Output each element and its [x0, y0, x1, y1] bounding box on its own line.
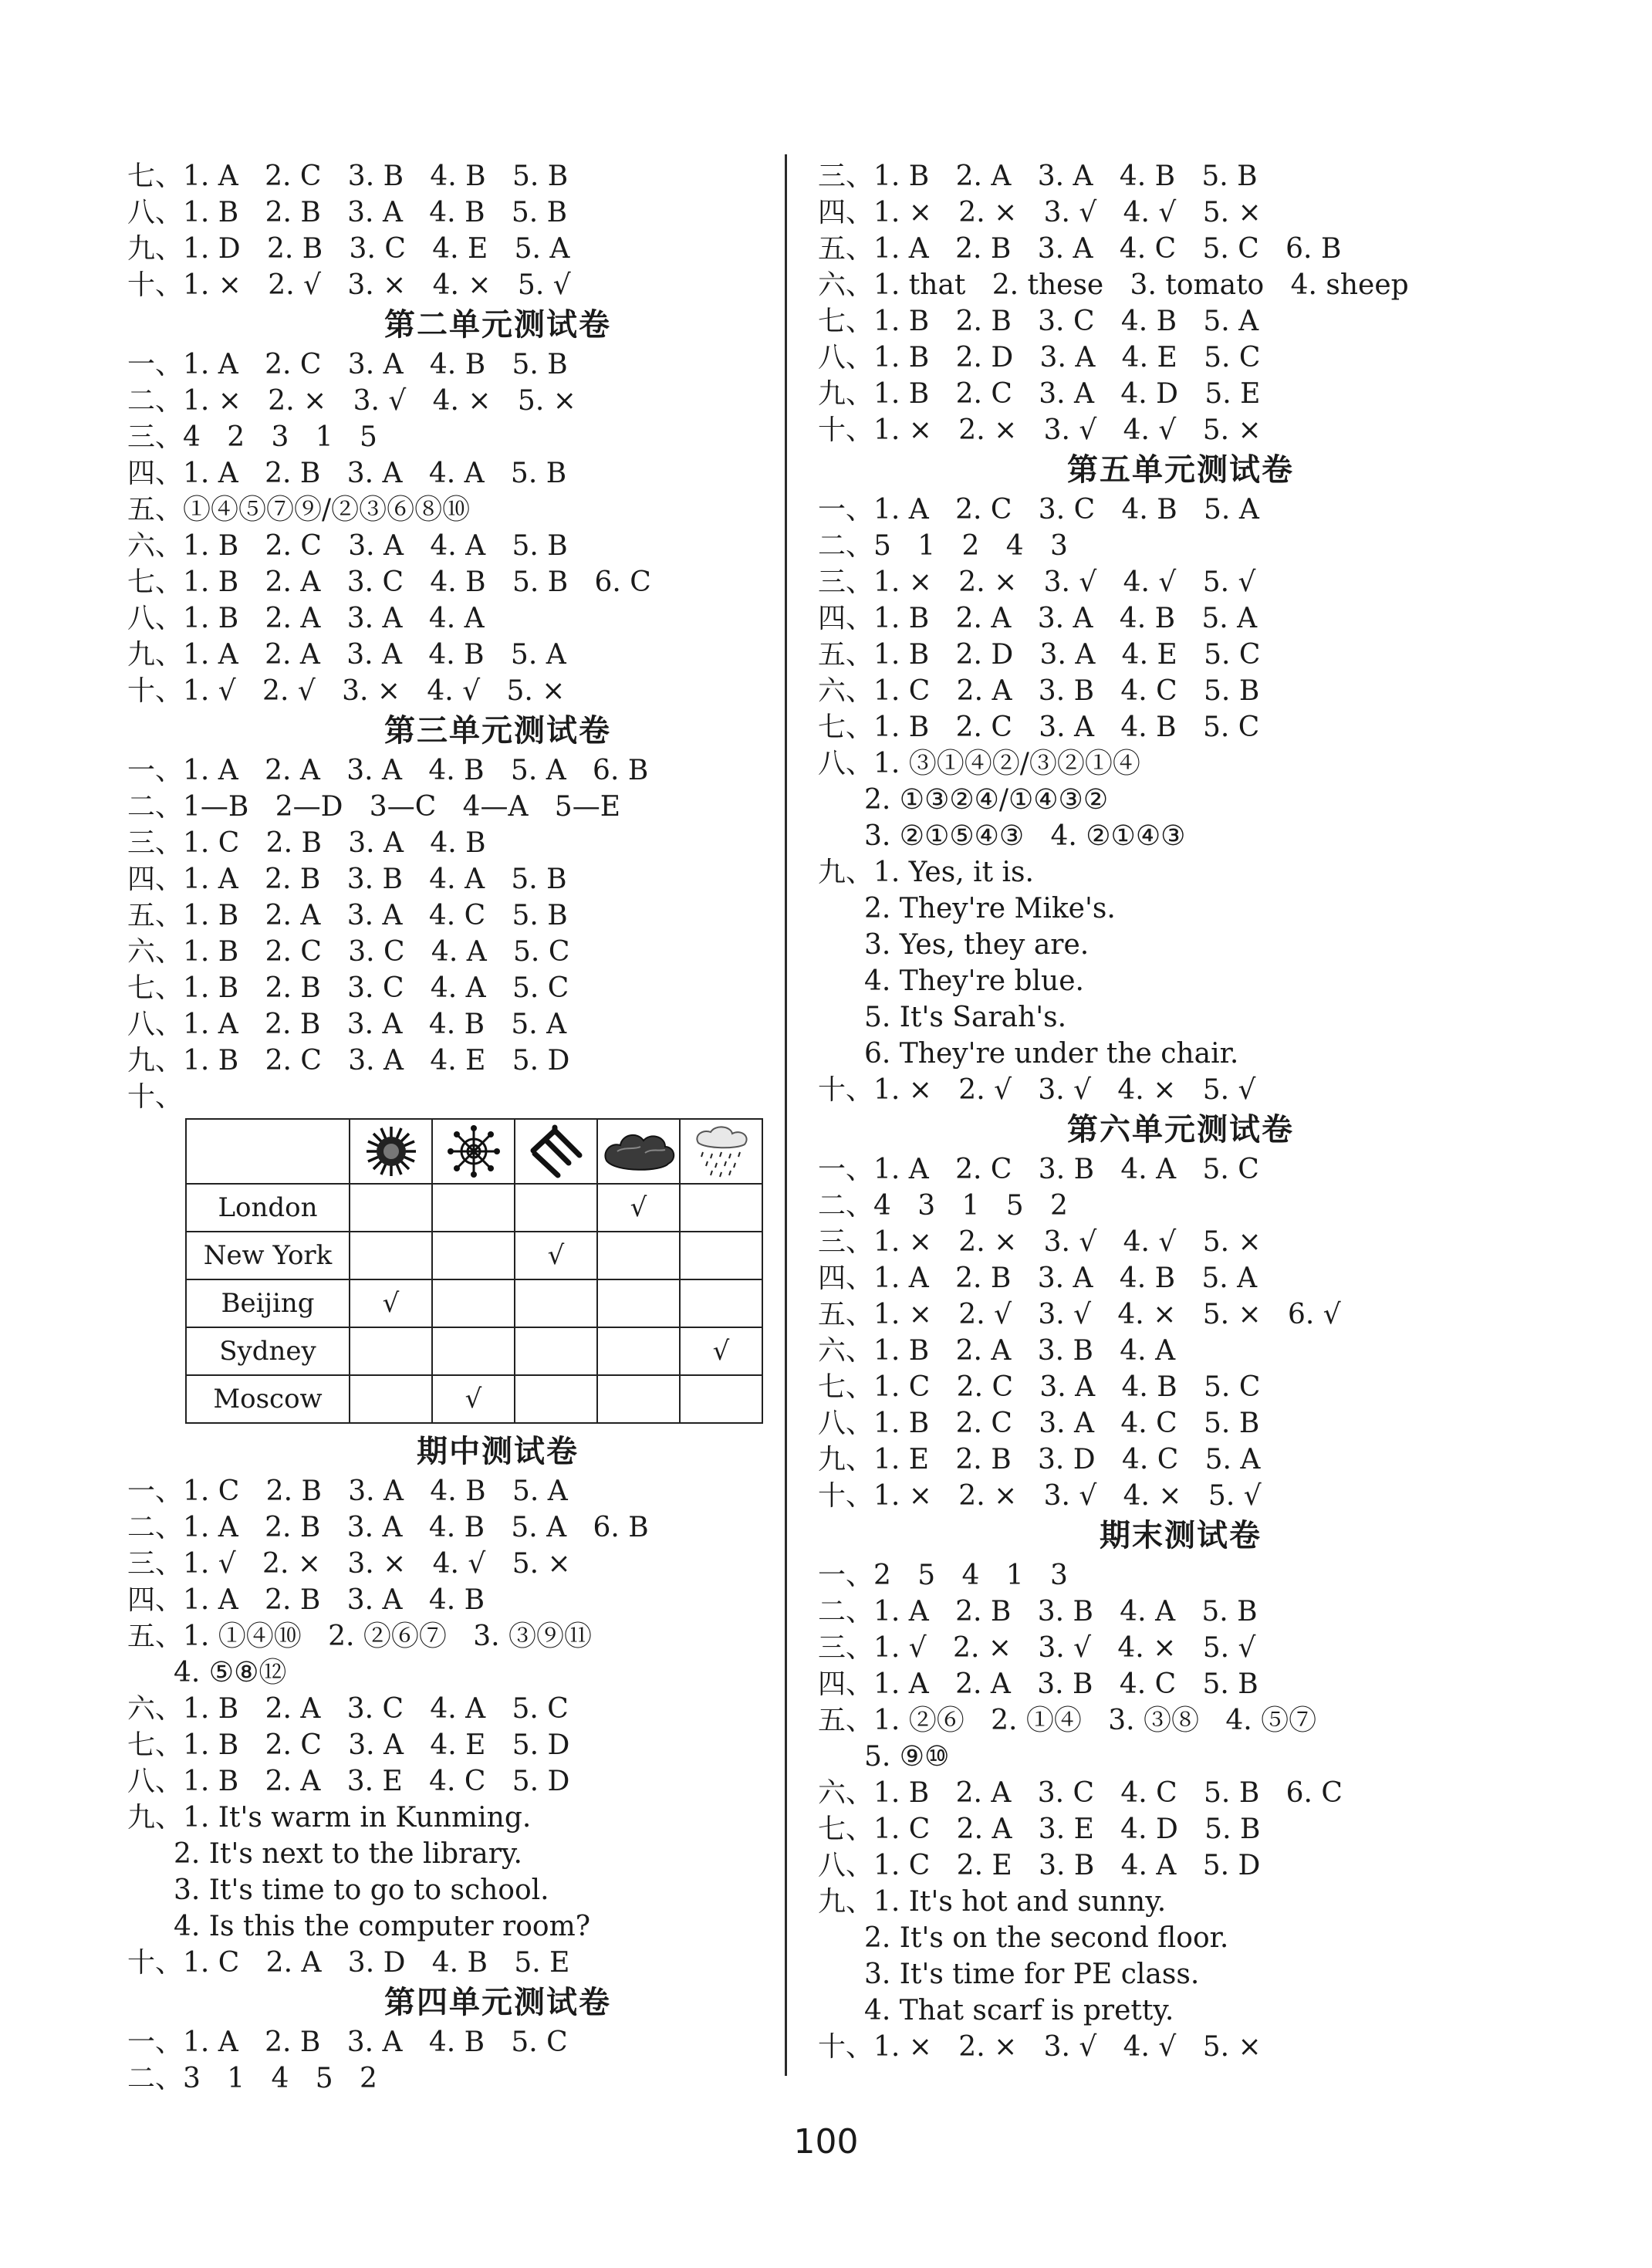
answer-line: 5. It's Sarah's.: [864, 1002, 1067, 1033]
check-cell: [597, 1279, 680, 1327]
city-label: Sydney: [186, 1327, 350, 1375]
answer-line: 4. Is this the computer room?: [174, 1911, 591, 1942]
check-cell: [515, 1279, 597, 1327]
check-cell: √: [680, 1327, 762, 1375]
check-cell: √: [597, 1184, 680, 1232]
answer-line: 六、1. B 2. C 3. C 4. A 5. C: [127, 936, 570, 968]
city-label: New York: [186, 1232, 350, 1279]
rain-icon: [680, 1119, 762, 1184]
answer-line: 四、1. A 2. B 3. B 4. A 5. B: [127, 864, 567, 895]
check-cell: [432, 1184, 515, 1232]
answer-line: 六、1. C 2. A 3. B 4. C 5. B: [818, 675, 1260, 707]
answer-line: 五、1. × 2. √ 3. √ 4. × 5. × 6. √: [818, 1299, 1341, 1330]
answer-line: 五、1. B 2. A 3. A 4. C 5. B: [127, 900, 568, 931]
answer-line: 七、1. B 2. B 3. C 4. B 5. A: [818, 306, 1259, 337]
snowflake-icon: [432, 1119, 515, 1184]
table-row: [186, 1184, 762, 1232]
answer-line: 三、4 2 3 1 5: [127, 421, 377, 453]
answer-line: 一、2 5 4 1 3: [818, 1560, 1068, 1591]
answer-line: 三、1. × 2. × 3. √ 4. √ 5. ×: [818, 1226, 1262, 1258]
answer-line: 五、1. ②⑥ 2. ①④ 3. ③⑧ 4. ⑤⑦: [818, 1705, 1317, 1736]
answer-line: 九、1. E 2. B 3. D 4. C 5. A: [818, 1444, 1261, 1475]
answer-line: 十、1. × 2. × 3. √ 4. × 5. √: [818, 1480, 1262, 1512]
answer-line: 九、1. D 2. B 3. C 4. E 5. A: [127, 233, 570, 265]
answer-line: 2. It's next to the library.: [174, 1838, 522, 1870]
answer-line: 七、1. C 2. A 3. E 4. D 5. B: [818, 1813, 1261, 1845]
check-cell: [680, 1232, 762, 1279]
weather-table-header: [186, 1119, 762, 1184]
section-heading: 第五单元测试卷: [1067, 452, 1294, 488]
answer-line: 四、1. A 2. B 3. A 4. A 5. B: [127, 458, 567, 489]
cloud-icon: [597, 1119, 680, 1184]
section-heading: 第六单元测试卷: [1067, 1112, 1294, 1148]
answer-line: 三、1. B 2. A 3. A 4. B 5. B: [818, 161, 1258, 192]
answer-line: 五、①④⑤⑦⑨/②③⑥⑧⑩: [127, 494, 471, 526]
answer-line: 八、1. C 2. E 3. B 4. A 5. D: [818, 1850, 1261, 1881]
answer-line: 二、3 1 4 5 2: [127, 2063, 377, 2094]
check-cell: [350, 1375, 432, 1423]
check-cell: [515, 1375, 597, 1423]
answer-line: 三、1. √ 2. × 3. √ 4. × 5. √: [818, 1632, 1256, 1664]
weather-table: [185, 1118, 763, 1424]
check-cell: [432, 1232, 515, 1279]
answer-line: 八、1. B 2. D 3. A 4. E 5. C: [818, 342, 1261, 373]
check-cell: [597, 1375, 680, 1423]
answer-line: 4. ⑤⑧⑫: [174, 1657, 287, 1688]
answer-line: 6. They're under the chair.: [864, 1038, 1239, 1070]
answer-line: 八、1. B 2. B 3. A 4. B 5. B: [127, 197, 568, 228]
answer-line: 六、1. that 2. these 3. tomato 4. sheep: [818, 269, 1409, 301]
answer-line: 七、1. B 2. B 3. C 4. A 5. C: [127, 972, 569, 1004]
check-cell: [680, 1375, 762, 1423]
answer-line: 七、1. B 2. C 3. A 4. B 5. C: [818, 711, 1260, 743]
answer-line: 3. It's time to go to school.: [174, 1874, 549, 1906]
answer-line: 一、1. A 2. A 3. A 4. B 5. A 6. B: [127, 755, 649, 786]
check-cell: [432, 1327, 515, 1375]
answer-line: 十、1. × 2. √ 3. √ 4. × 5. √: [818, 1074, 1256, 1106]
check-cell: [350, 1327, 432, 1375]
sun-icon: [350, 1119, 432, 1184]
table-row: [186, 1327, 762, 1375]
answer-line: 八、1. ③①④②/③②①④: [818, 748, 1140, 779]
check-cell: [515, 1184, 597, 1232]
answer-line: 九、1. A 2. A 3. A 4. B 5. A: [127, 639, 566, 671]
city-label: Moscow: [186, 1375, 350, 1423]
answer-line: 3. It's time for PE class.: [864, 1959, 1200, 1990]
answer-line: 四、1. A 2. A 3. B 4. C 5. B: [818, 1668, 1258, 1700]
section-heading: 第三单元测试卷: [384, 713, 611, 749]
answer-line: 三、1. √ 2. × 3. × 4. √ 5. ×: [127, 1548, 571, 1580]
answer-line: 一、1. A 2. B 3. A 4. B 5. C: [127, 2026, 568, 2058]
section-heading: 期末测试卷: [1100, 1518, 1262, 1553]
answer-line: 四、1. A 2. B 3. A 4. B 5. A: [818, 1262, 1258, 1294]
answer-line: 三、1. C 2. B 3. A 4. B: [127, 827, 486, 859]
answer-line: 四、1. B 2. A 3. A 4. B 5. A: [818, 603, 1258, 634]
check-cell: [680, 1279, 762, 1327]
answer-line: 六、1. B 2. A 3. B 4. A: [818, 1335, 1176, 1367]
answer-line: 二、1. × 2. × 3. √ 4. × 5. ×: [127, 385, 576, 417]
check-cell: √: [515, 1232, 597, 1279]
answer-line: 九、1. It's warm in Kunming.: [127, 1802, 532, 1834]
answer-line: 十、1. × 2. × 3. √ 4. √ 5. ×: [818, 414, 1262, 446]
check-cell: [350, 1232, 432, 1279]
section-heading: 第四单元测试卷: [384, 1985, 611, 2020]
header-blank-cell: [186, 1119, 350, 1184]
answer-line: 3. ②①⑤④③ 4. ②①④③: [864, 820, 1186, 852]
answer-line: 七、1. C 2. C 3. A 4. B 5. C: [818, 1371, 1261, 1403]
answer-line: 2. It's on the second floor.: [864, 1922, 1229, 1954]
check-cell: [597, 1232, 680, 1279]
answer-line: 十、1. C 2. A 3. D 4. B 5. E: [127, 1947, 570, 1979]
answer-line: 十、1. × 2. √ 3. × 4. × 5. √: [127, 269, 571, 301]
check-cell: √: [432, 1375, 515, 1423]
city-label: Beijing: [186, 1279, 350, 1327]
answer-line: 九、1. B 2. C 3. A 4. D 5. E: [818, 378, 1261, 410]
answer-line: 七、1. B 2. C 3. A 4. E 5. D: [127, 1729, 570, 1761]
wind-icon: [515, 1119, 597, 1184]
answer-line: 十、1. √ 2. √ 3. × 4. √ 5. ×: [127, 675, 566, 707]
answer-line: 九、1. It's hot and sunny.: [818, 1886, 1167, 1918]
answer-line: 八、1. B 2. A 3. E 4. C 5. D: [127, 1766, 570, 1797]
answer-line: 四、1. A 2. B 3. A 4. B: [127, 1584, 485, 1616]
answer-line: 2. They're Mike's.: [864, 893, 1116, 924]
answer-line: 五、1. B 2. D 3. A 4. E 5. C: [818, 639, 1261, 671]
section-heading: 第二单元测试卷: [384, 307, 611, 343]
answer-line: 2. ①③②④/①④③②: [864, 784, 1109, 816]
answer-line: 八、1. B 2. C 3. A 4. C 5. B: [818, 1408, 1260, 1439]
check-cell: √: [350, 1279, 432, 1327]
answer-line: 八、1. B 2. A 3. A 4. A: [127, 603, 485, 634]
answer-line: 4. They're blue.: [864, 965, 1084, 997]
answer-line: 五、1. ①④⑩ 2. ②⑥⑦ 3. ③⑨⑪: [127, 1621, 593, 1652]
answer-line: 二、1—B 2—D 3—C 4—A 5—E: [127, 791, 620, 823]
section-heading: 期中测试卷: [417, 1434, 579, 1469]
answer-line: 九、1. Yes, it is.: [818, 857, 1034, 888]
answer-line: 一、1. A 2. C 3. A 4. B 5. B: [127, 349, 568, 380]
answer-line: 二、5 1 2 4 3: [818, 530, 1068, 562]
answer-line: 二、1. A 2. B 3. A 4. B 5. A 6. B: [127, 1512, 649, 1543]
answer-line: 七、1. A 2. C 3. B 4. B 5. B: [127, 161, 569, 192]
answer-line: 一、1. C 2. B 3. A 4. B 5. A: [127, 1475, 568, 1507]
left-column: [127, 158, 806, 2097]
answer-line: 六、1. B 2. A 3. C 4. C 5. B 6. C: [818, 1777, 1343, 1809]
right-column: [818, 158, 1512, 2065]
answer-line: 4. That scarf is pretty.: [864, 1995, 1174, 2026]
table-row: [186, 1375, 762, 1423]
answer-line: 二、4 3 1 5 2: [818, 1190, 1068, 1222]
check-cell: [680, 1184, 762, 1232]
answer-line: 五、1. A 2. B 3. A 4. C 5. C 6. B: [818, 233, 1342, 265]
answer-line: 四、1. × 2. × 3. √ 4. √ 5. ×: [818, 197, 1262, 228]
table-row: [186, 1232, 762, 1279]
answer-line: 3. Yes, they are.: [864, 929, 1090, 961]
check-cell: [515, 1327, 597, 1375]
answer-line: 5. ⑨⑩: [864, 1741, 950, 1773]
answer-line: 一、1. A 2. C 3. B 4. A 5. C: [818, 1154, 1259, 1185]
answer-line: 一、1. A 2. C 3. C 4. B 5. A: [818, 494, 1259, 526]
answer-line: 六、1. B 2. C 3. A 4. A 5. B: [127, 530, 568, 562]
answer-line: 十、: [127, 1081, 184, 1113]
answer-line: 九、1. B 2. C 3. A 4. E 5. D: [127, 1045, 570, 1077]
city-label: London: [186, 1184, 350, 1232]
check-cell: [597, 1327, 680, 1375]
answer-line: 七、1. B 2. A 3. C 4. B 5. B 6. C: [127, 566, 651, 598]
check-cell: [350, 1184, 432, 1232]
answer-line: 十、1. × 2. × 3. √ 4. √ 5. ×: [818, 2031, 1262, 2063]
table-row: [186, 1279, 762, 1327]
answer-line: 二、1. A 2. B 3. B 4. A 5. B: [818, 1596, 1258, 1627]
answer-line: 八、1. A 2. B 3. A 4. B 5. A: [127, 1009, 567, 1040]
check-cell: [432, 1279, 515, 1327]
page-number: 100: [793, 2122, 859, 2162]
answer-line: 三、1. × 2. × 3. √ 4. √ 5. √: [818, 566, 1256, 598]
answer-line: 六、1. B 2. A 3. C 4. A 5. C: [127, 1693, 569, 1725]
